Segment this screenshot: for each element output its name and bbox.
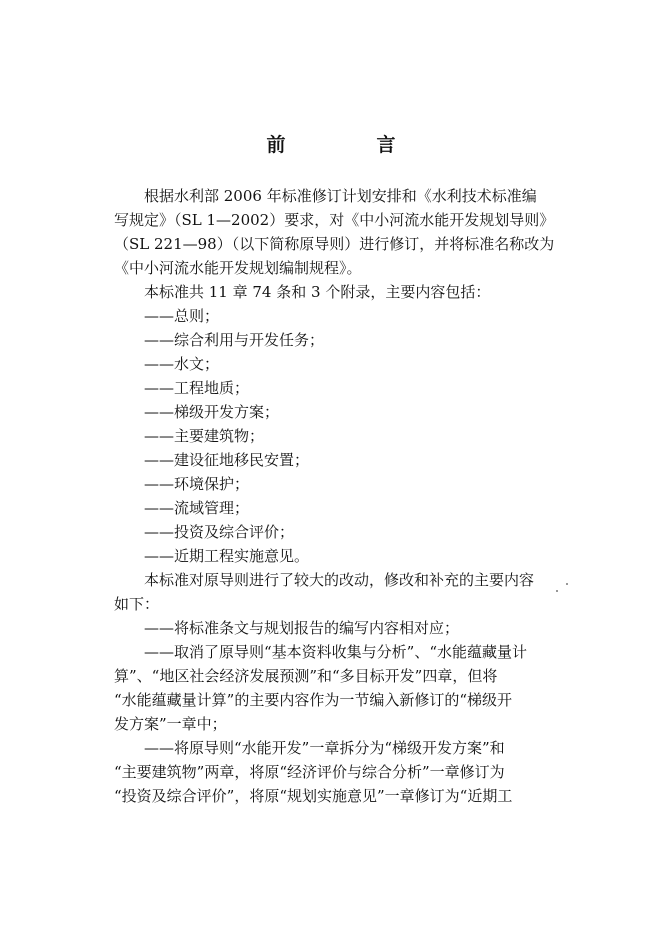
paragraph-intro — [114, 184, 558, 280]
text-line: 如下： — [114, 595, 160, 613]
text-line: ——将标准条文与规划报告的编写内容相对应； — [144, 619, 460, 637]
text-line: ——取消了原导则“基本资料收集与分析”、“水能蕴藏量计 — [144, 643, 528, 661]
list-item: ——环境保护； — [144, 475, 250, 493]
text-line: 算”、“地区社会经济发展预测”和“多目标开发”四章，但将 — [114, 667, 498, 685]
text-line: “水能蕴藏量计算”的主要内容作为一节编入新修订的“梯级开 — [114, 691, 513, 709]
list-item: ——综合利用与开发任务； — [144, 331, 325, 349]
text-line: ——将原导则“水能开发”一章拆分为“梯级开发方案”和 — [144, 739, 505, 757]
text-line: “主要建筑物”两章，将原“经济评价与综合分析”一章修订为 — [114, 763, 505, 781]
text-line: 根据水利部 2006 年标准修订计划安排和《水利技术标准编 — [144, 187, 537, 205]
list-item: ——水文； — [144, 355, 220, 373]
change-list — [114, 616, 558, 808]
page-title: 前 言 — [266, 134, 432, 156]
text-line: （SL 221—98）（以下简称原导则）进行修订，并将标准名称改为 — [114, 235, 555, 253]
list-item: ——投资及综合评价； — [144, 523, 295, 541]
list-item: ——建设征地移民安置； — [144, 451, 310, 469]
change-item — [114, 616, 558, 640]
list-item: ——工程地质； — [144, 379, 250, 397]
scan-speck — [556, 590, 558, 592]
paragraph-changes-intro — [114, 568, 558, 616]
text-line: 发方案”一章中； — [114, 715, 227, 733]
list-item: ——流域管理； — [144, 499, 250, 517]
list-item: ——梯级开发方案； — [144, 403, 280, 421]
text-line: “投资及综合评价”，将原“规划实施意见”一章修订为“近期工 — [114, 787, 513, 805]
list-item: ——总则； — [144, 307, 220, 325]
change-item — [114, 736, 558, 808]
change-item — [114, 640, 558, 736]
chapter-list — [114, 304, 558, 568]
text-line: 写规定》（SL 1—2002）要求，对《中小河流水能开发规划导则》 — [114, 211, 555, 229]
text-line: 本标准对原导则进行了较大的改动，修改和补充的主要内容 — [144, 571, 535, 589]
scan-speck — [566, 583, 568, 585]
list-item: ——主要建筑物； — [144, 427, 265, 445]
document-body — [114, 184, 558, 808]
list-item: ——近期工程实施意见。 — [144, 547, 310, 565]
text-line: 《中小河流水能开发规划编制规程》。 — [114, 259, 362, 277]
paragraph-contents-summary: 本标准共 11 章 74 条和 3 个附录，主要内容包括： — [144, 283, 491, 301]
